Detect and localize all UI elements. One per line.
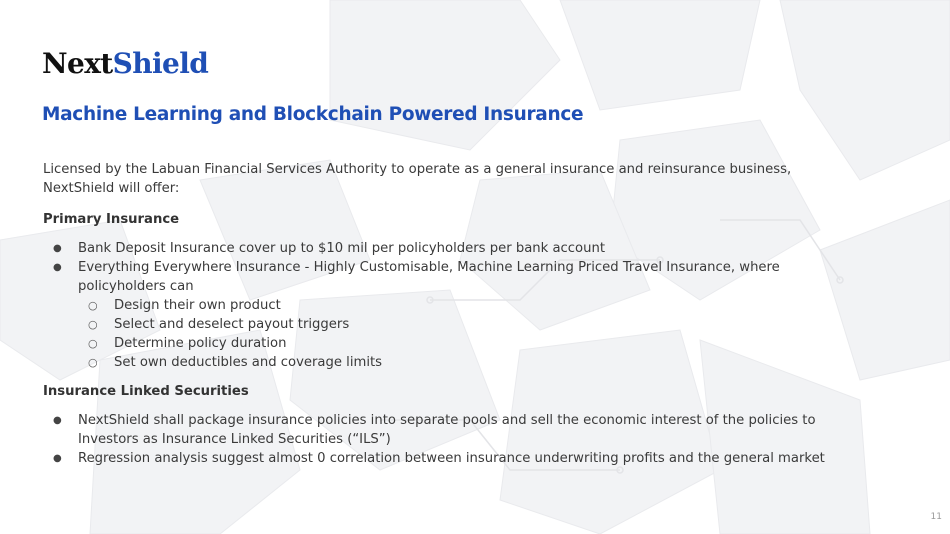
nextshield-logo <box>42 44 208 84</box>
sub-list <box>78 296 863 372</box>
list-item <box>43 239 863 258</box>
slide-body <box>43 160 863 478</box>
logo-text-shield: Shield <box>112 47 209 80</box>
slide-title: Machine Learning and Blockchain Powered Insurance <box>42 104 584 125</box>
sub-list-item: ○ Design their own product <box>78 296 863 315</box>
list-item <box>43 411 863 449</box>
list-item-text: Regression analysis suggest almost 0 correlation between insurance underwriting profits and the general market <box>78 451 825 466</box>
sub-list-item: ○ Select and deselect payout triggers <box>78 315 863 334</box>
logo-text-next: Next <box>42 47 113 80</box>
primary-insurance-list <box>43 239 863 372</box>
page-number: 11 <box>930 512 942 522</box>
ils-list <box>43 411 863 468</box>
section-heading-ils: Insurance Linked Securities <box>43 384 249 399</box>
sub-list-item: ○ Determine policy duration <box>78 334 863 353</box>
intro-paragraph: Licensed by the Labuan Financial Services Authority to operate as a general insurance and reinsurance business, NextShield will offer: <box>43 162 792 196</box>
list-item-text: NextShield shall package insurance policies into separate pools and sell the economic interest of the policies to Investors as Insurance Linked Securities (“ILS”) <box>78 413 816 447</box>
list-item-text: Bank Deposit Insurance cover up to $10 mil per policyholders per bank account <box>78 241 605 256</box>
list-item <box>43 449 863 468</box>
list-item <box>43 258 863 372</box>
section-heading-primary-insurance: Primary Insurance <box>43 212 180 227</box>
sub-list-item: ○ Set own deductibles and coverage limits <box>78 353 863 372</box>
list-item-text: Everything Everywhere Insurance - Highly Customisable, Machine Learning Priced Travel Insurance, where policyholders can <box>78 260 780 294</box>
